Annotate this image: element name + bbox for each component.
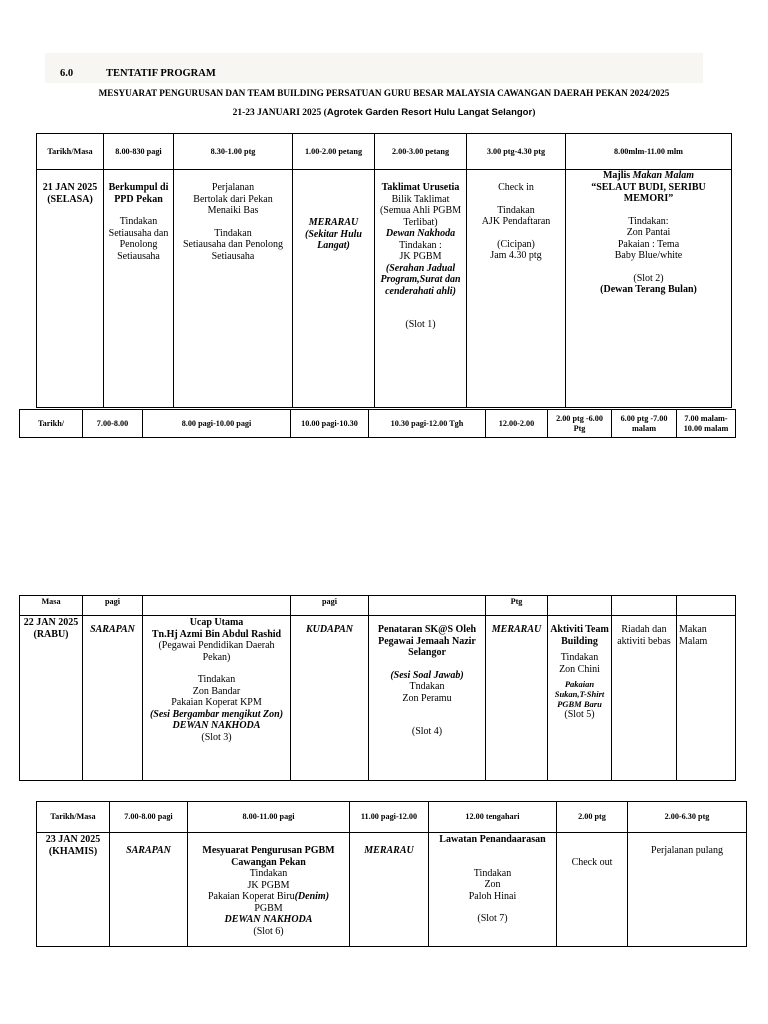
schedule-cell: MERARAU bbox=[350, 833, 429, 947]
column-header: 7.00 malam-10.00 malam bbox=[677, 410, 736, 438]
event-dates: 21-23 JANUARI 2025 ( bbox=[232, 108, 327, 118]
column-header: Tarikh/Masa bbox=[37, 802, 110, 833]
column-header: 8.00 pagi-10.00 pagi bbox=[143, 410, 291, 438]
schedule-cell: Majlis Makan Malam “SELAUT BUDI, SERIBU MEMORI” Tindakan: Zon Pantai Pakaian : Tema Baby Blue/white (Slot 2) (Dewan Terang Bulan) bbox=[566, 170, 732, 408]
schedule-cell: MERARAU bbox=[486, 616, 548, 781]
schedule-cell: KUDAPAN bbox=[291, 616, 369, 781]
column-header: 1.00-2.00 petang bbox=[293, 134, 375, 170]
schedule-cell: Ucap Utama Tn.Hj Azmi Bin Abdul Rashid (Pegawai Pendidikan Daerah Pekan) Tindakan Zon Bandar Pakaian Koperat KPM (Sesi Bergambar mengikut Zon) DEWAN NAKHODA (Slot 3) bbox=[143, 616, 291, 781]
schedule-table-day1 bbox=[36, 133, 732, 408]
table-header-row bbox=[37, 802, 747, 833]
column-header bbox=[612, 596, 677, 616]
column-header: 2.00 ptg bbox=[557, 802, 628, 833]
column-header bbox=[369, 596, 486, 616]
schedule-cell: MERARAU (Sekitar Hulu Langat) bbox=[293, 170, 375, 408]
column-header: pagi bbox=[83, 596, 143, 616]
schedule-cell: Aktiviti Team Building Tindakan Zon Chini Pakaian Sukan,T-Shirt PGBM Baru (Slot 5) bbox=[548, 616, 612, 781]
schedule-cell: Perjalanan Bertolak dari Pekan Menaiki Bas Tindakan Setiausaha dan Penolong Setiausaha bbox=[174, 170, 293, 408]
table-header-row bbox=[20, 410, 736, 438]
column-header: 2.00-6.30 ptg bbox=[628, 802, 747, 833]
column-header: 6.00 ptg -7.00 malam bbox=[612, 410, 677, 438]
column-header: pagi bbox=[291, 596, 369, 616]
date-cell: 22 JAN 2025 (RABU) bbox=[20, 616, 83, 781]
column-header: Masa bbox=[20, 596, 83, 616]
date-cell: 21 JAN 2025 (SELASA) bbox=[37, 170, 104, 408]
column-header: Ptg bbox=[486, 596, 548, 616]
column-header: 12.00 tengahari bbox=[429, 802, 557, 833]
event-venue: Agrotek Garden Resort Hulu Langat Selangor bbox=[326, 107, 533, 118]
schedule-cell: Taklimat Urusetia Bilik Taklimat (Semua Ahli PGBM Terlibat) Dewan Nakhoda Tindakan : JK PGBM (Serahan Jadual Program,Surat dan cenderahati ahli) (Slot 1) bbox=[375, 170, 467, 408]
column-header: 8.00-11.00 pagi bbox=[188, 802, 350, 833]
column-header: 8.30-1.00 ptg bbox=[174, 134, 293, 170]
document-subtitle: 21-23 JANUARI 2025 (Agrotek Garden Resort Hulu Langat Selangor) bbox=[232, 107, 536, 118]
column-header: 10.30 pagi-12.00 Tgh bbox=[369, 410, 486, 438]
schedule-table-day2 bbox=[19, 595, 736, 781]
schedule-cell: Lawatan Penandaarasan Tindakan Zon Paloh Hinai (Slot 7) bbox=[429, 833, 557, 947]
schedule-cell: Penataran SK@S Oleh Pegawai Jemaah Nazir Selangor (Sesi Soal Jawab) Tndakan Zon Peramu (Slot 4) bbox=[369, 616, 486, 781]
column-header: 12.00-2.00 bbox=[486, 410, 548, 438]
column-header: Tarikh/ bbox=[20, 410, 83, 438]
schedule-table-day3 bbox=[36, 801, 747, 947]
schedule-cell: Riadah dan aktiviti bebas bbox=[612, 616, 677, 781]
table-row bbox=[37, 170, 732, 408]
column-header: Tarikh/Masa bbox=[37, 134, 104, 170]
schedule-cell: Perjalanan pulang bbox=[628, 833, 747, 947]
schedule-cell: Mesyuarat Pengurusan PGBM Cawangan Pekan Tindakan JK PGBM Pakaian Koperat Biru(Denim) PGBM DEWAN NAKHODA (Slot 6) bbox=[188, 833, 350, 947]
table-row bbox=[20, 616, 736, 781]
column-header bbox=[677, 596, 736, 616]
column-header: 3.00 ptg-4.30 ptg bbox=[467, 134, 566, 170]
schedule-cell: Check out bbox=[557, 833, 628, 947]
schedule-table-day2-header bbox=[19, 409, 736, 438]
schedule-cell: Makan Malam bbox=[677, 616, 736, 781]
column-header bbox=[143, 596, 291, 616]
table-row bbox=[37, 833, 747, 947]
column-header: 11.00 pagi-12.00 bbox=[350, 802, 429, 833]
date-cell: 23 JAN 2025 (KHAMIS) bbox=[37, 833, 110, 947]
schedule-cell: Check in Tindakan AJK Pendaftaran (Cicipan) Jam 4.30 ptg bbox=[467, 170, 566, 408]
document-title: MESYUARAT PENGURUSAN DAN TEAM BUILDING PERSATUAN GURU BESAR MALAYSIA CAWANGAN DAERAH PEKAN 2024/2025 bbox=[98, 88, 670, 98]
table-header-row bbox=[37, 134, 732, 170]
column-header: 8.00-830 pagi bbox=[104, 134, 174, 170]
table-header-row bbox=[20, 596, 736, 616]
column-header: 7.00-8.00 pagi bbox=[110, 802, 188, 833]
schedule-cell: Berkumpul di PPD Pekan Tindakan Setiausaha dan Penolong Setiausaha bbox=[104, 170, 174, 408]
column-header: 8.00mlm-11.00 mlm bbox=[566, 134, 732, 170]
section-number: 6.0 bbox=[60, 68, 74, 79]
section-title: TENTATIF PROGRAM bbox=[106, 68, 216, 79]
column-header: 2.00 ptg -6.00 Ptg bbox=[548, 410, 612, 438]
column-header: 7.00-8.00 bbox=[83, 410, 143, 438]
schedule-cell: SARAPAN bbox=[110, 833, 188, 947]
column-header: 2.00-3.00 petang bbox=[375, 134, 467, 170]
schedule-cell: SARAPAN bbox=[83, 616, 143, 781]
column-header bbox=[548, 596, 612, 616]
column-header: 10.00 pagi-10.30 bbox=[291, 410, 369, 438]
